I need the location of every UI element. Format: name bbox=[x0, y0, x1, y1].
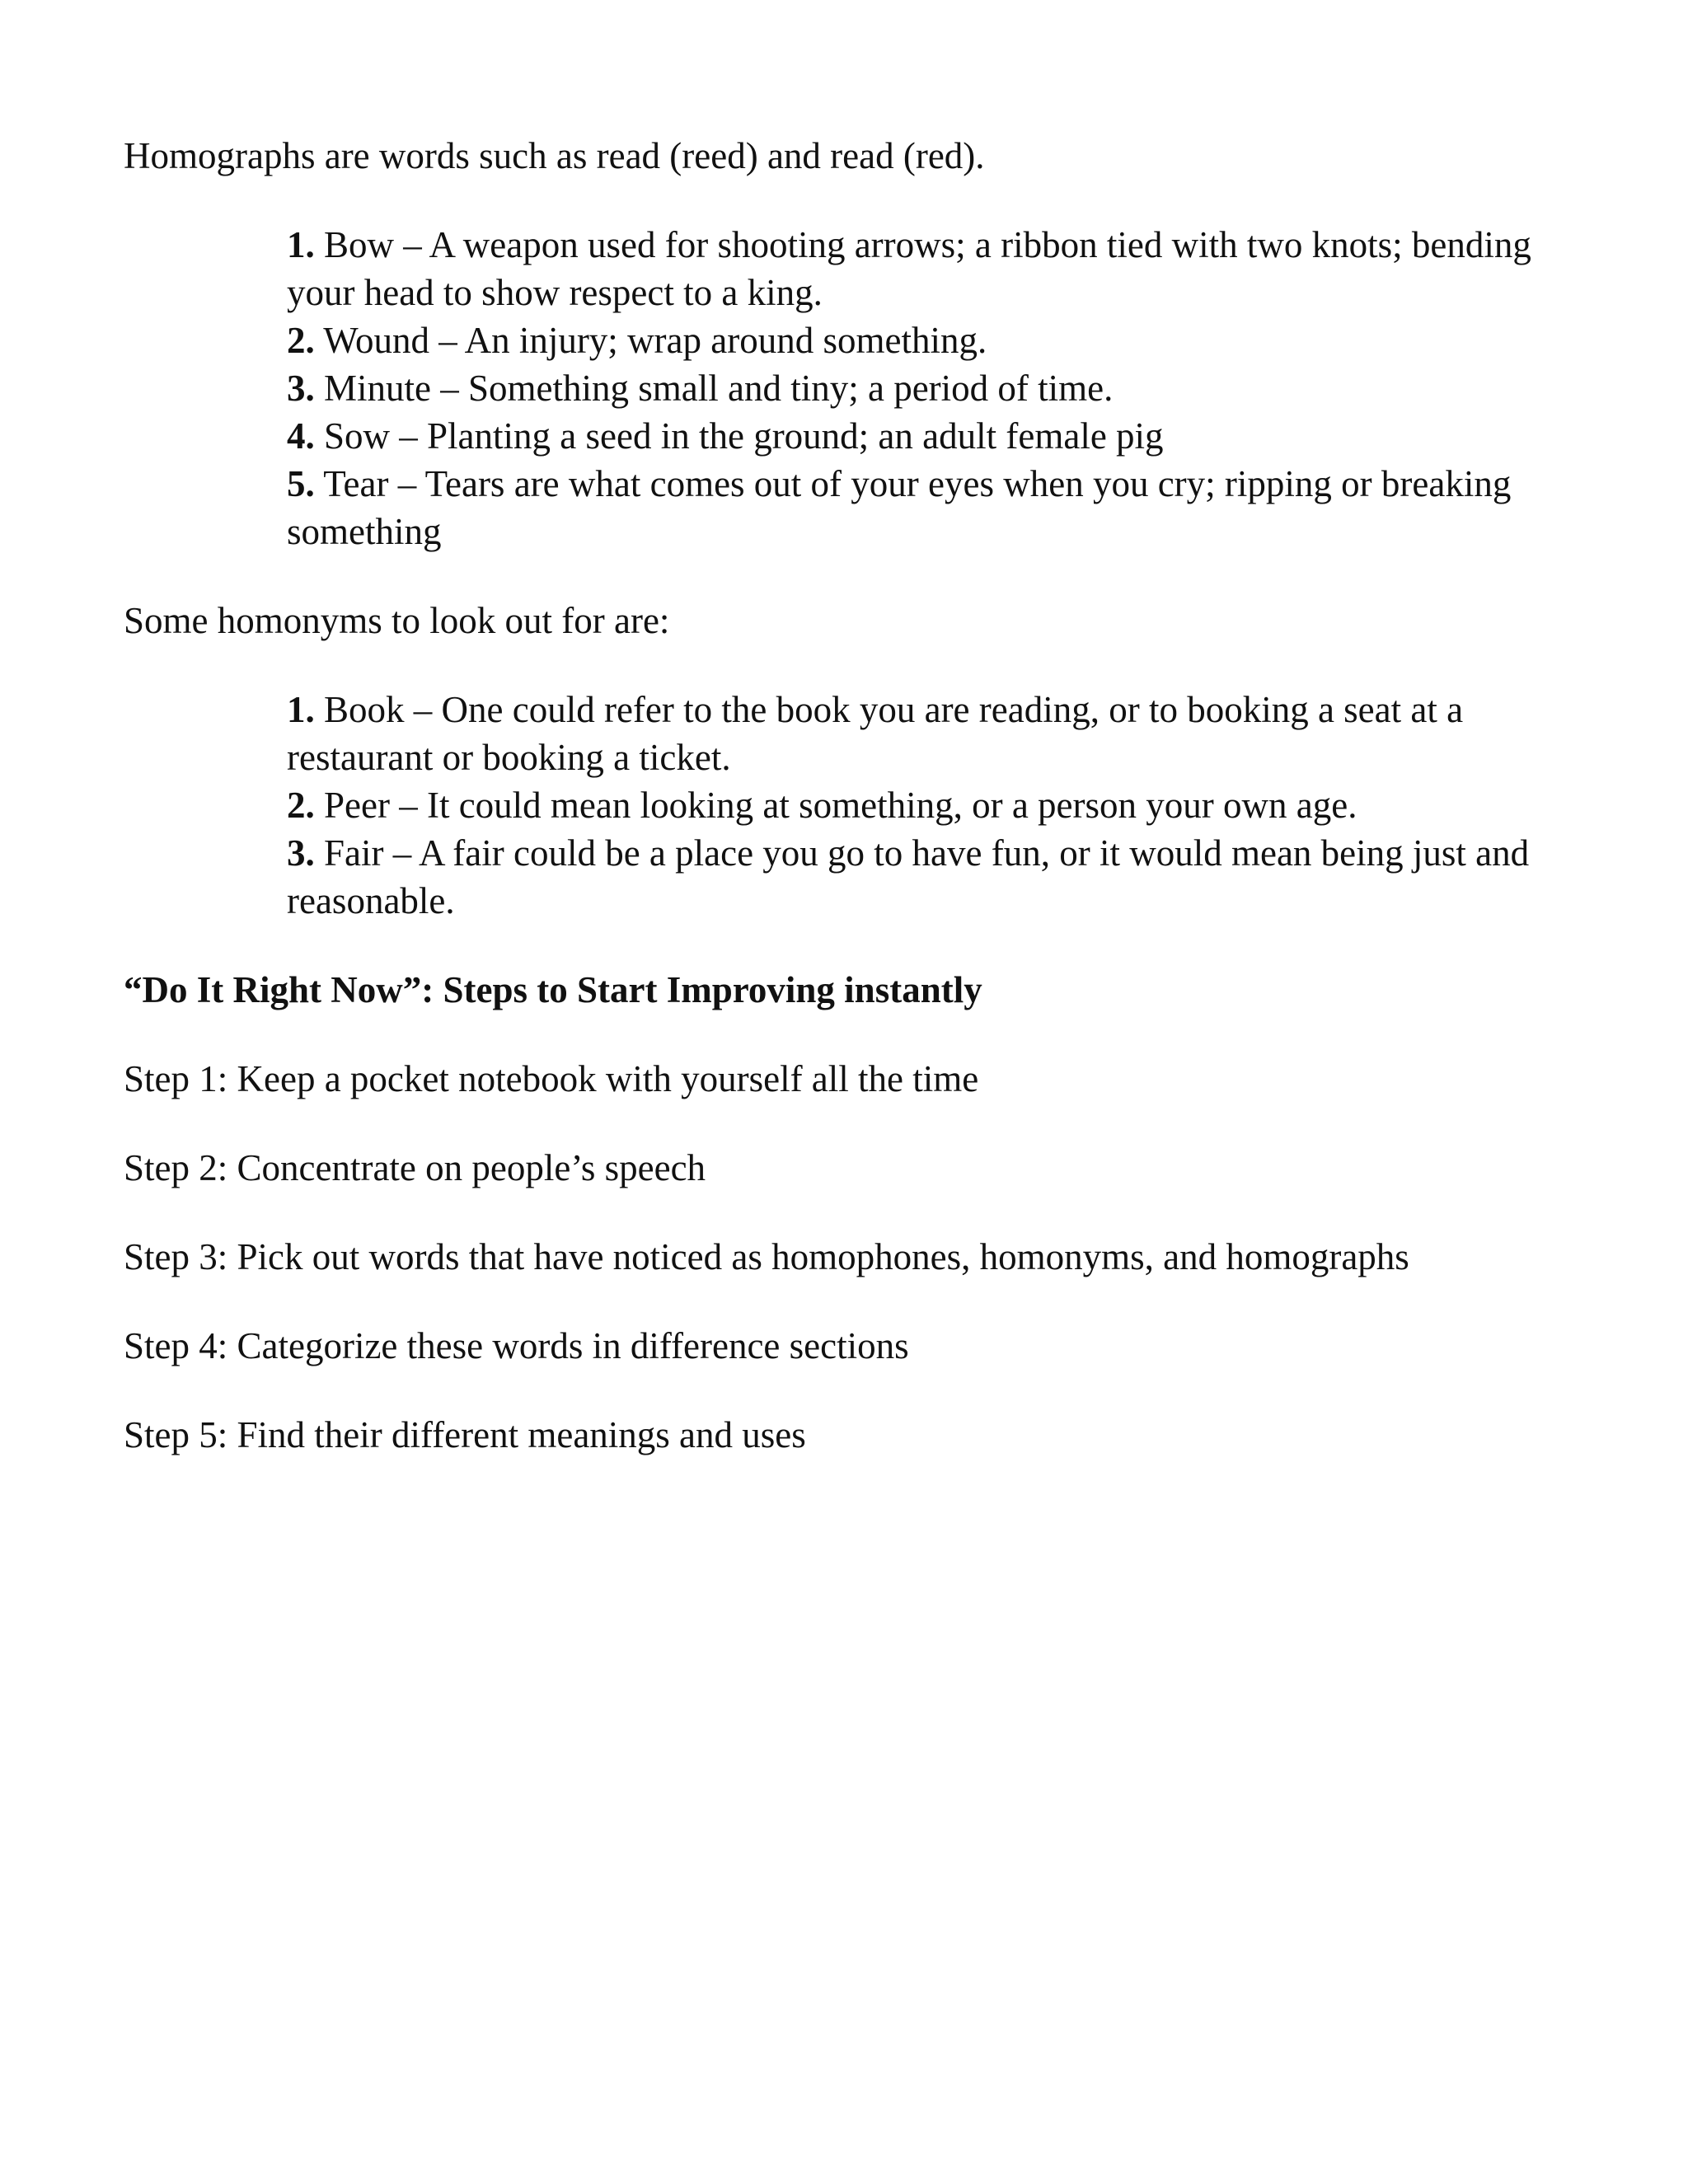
item-text: Book – One could refer to the book you are reading, or to booking a seat at a restaurant or booking a ticket. bbox=[287, 689, 1464, 778]
step-item: Step 3: Pick out words that have noticed as homophones, homonyms, and homographs bbox=[124, 1236, 1409, 1277]
homonyms-intro: Some homonyms to look out for are: bbox=[124, 600, 670, 641]
list-item bbox=[287, 686, 1556, 781]
list-item bbox=[287, 412, 1556, 460]
item-number: 2. bbox=[287, 785, 315, 826]
section-heading: “Do It Right Now”: Steps to Start Improving instantly bbox=[124, 969, 982, 1010]
item-text: Wound – An injury; wrap around something. bbox=[323, 320, 987, 361]
item-text: Bow – A weapon used for shooting arrows; a ribbon tied with two knots; bending your head to show respect to a king. bbox=[287, 224, 1531, 313]
homographs-intro: Homographs are words such as read (reed) and read (red). bbox=[124, 135, 985, 176]
item-number: 4. bbox=[287, 415, 315, 457]
item-text: Fair – A fair could be a place you go to have fun, or it would mean being just and reasonable. bbox=[287, 832, 1530, 921]
list-item bbox=[287, 781, 1556, 829]
step-item: Step 1: Keep a pocket notebook with yourself all the time bbox=[124, 1058, 979, 1099]
item-text: Sow – Planting a seed in the ground; an adult female pig bbox=[324, 415, 1164, 457]
item-number: 3. bbox=[287, 368, 315, 409]
list-item bbox=[287, 460, 1556, 555]
list-item bbox=[287, 829, 1556, 925]
item-text: Minute – Something small and tiny; a period of time. bbox=[324, 368, 1114, 409]
item-number: 2. bbox=[287, 320, 315, 361]
homographs-list bbox=[287, 221, 1556, 555]
step-item: Step 5: Find their different meanings and uses bbox=[124, 1414, 806, 1455]
item-number: 1. bbox=[287, 224, 315, 265]
item-number: 1. bbox=[287, 689, 315, 730]
homonyms-list bbox=[287, 686, 1556, 925]
step-item: Step 4: Categorize these words in difference sections bbox=[124, 1325, 909, 1366]
item-text: Tear – Tears are what comes out of your eyes when you cry; ripping or breaking something bbox=[287, 463, 1512, 552]
item-number: 3. bbox=[287, 832, 315, 874]
document-page bbox=[124, 132, 1558, 1500]
list-item bbox=[287, 221, 1556, 316]
list-item bbox=[287, 364, 1556, 412]
item-text: Peer – It could mean looking at something, or a person your own age. bbox=[324, 785, 1357, 826]
step-item: Step 2: Concentrate on people’s speech bbox=[124, 1147, 706, 1188]
list-item bbox=[287, 316, 1556, 364]
item-number: 5. bbox=[287, 463, 315, 504]
